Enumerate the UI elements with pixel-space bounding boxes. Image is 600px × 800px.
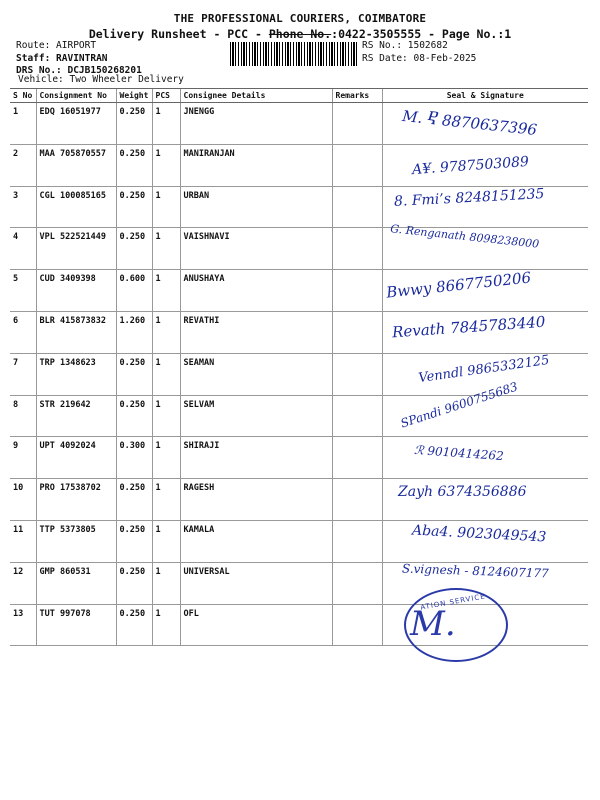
title-suffix: :0422-3505555 - Page No.:1 [331, 27, 512, 41]
runsheet-title [0, 27, 600, 41]
cell-weight: 0.250 [116, 395, 152, 437]
signature-3: 8. Fmi’s 8248151235 [393, 186, 545, 210]
signature-8: SPandi 9600755683 [398, 379, 520, 431]
cell-consignee: SHIRAJI [180, 437, 332, 479]
cell-consignee: UNIVERSAL [180, 562, 332, 604]
meta-right [362, 40, 476, 65]
cell-consignment: PRO 17538702 [36, 479, 116, 521]
cell-pcs: 1 [152, 395, 180, 437]
rs-date: RS Date: 08-Feb-2025 [362, 52, 477, 64]
cell-sno: 10 [10, 479, 36, 521]
cell-consignee: OFL [180, 604, 332, 646]
signature-6: Revath 7845783440 [391, 312, 546, 342]
route-label: Route: AIRPORT [16, 40, 97, 51]
cell-remarks [332, 437, 382, 479]
signature-1: M. Ⴒ 8870637396 [401, 106, 538, 140]
col-signature: Seal & Signature [382, 89, 588, 103]
cell-pcs: 1 [152, 270, 180, 312]
cell-pcs: 1 [152, 186, 180, 228]
cell-consignment: STR 219642 [36, 395, 116, 437]
col-consignment: Consignment No [36, 89, 116, 103]
rs-number: RS No.: 1502682 [362, 40, 448, 51]
cell-consignee: VAISHNAVI [180, 228, 332, 270]
table-header-row [10, 89, 588, 103]
signature-9: ℛ 9010414262 [413, 442, 505, 464]
cell-weight: 0.300 [116, 437, 152, 479]
cell-remarks [332, 562, 382, 604]
cell-sno: 6 [10, 311, 36, 353]
title-phone-struck: Phone No. [268, 27, 332, 41]
cell-remarks [332, 103, 382, 145]
signature-11: Aba4. 9023049543 [411, 522, 547, 546]
cell-consignee: ANUSHAYA [180, 270, 332, 312]
cell-sno: 7 [10, 353, 36, 395]
cell-remarks [332, 186, 382, 228]
cell-weight: 1.260 [116, 311, 152, 353]
cell-weight: 0.250 [116, 353, 152, 395]
cell-consignee: RAGESH [180, 479, 332, 521]
cell-consignment: EDQ 16051977 [36, 103, 116, 145]
barcode-image [230, 42, 358, 66]
cell-sno: 11 [10, 520, 36, 562]
cell-consignment: MAA 705870557 [36, 144, 116, 186]
cell-consignee: MANIRANJAN [180, 144, 332, 186]
cell-remarks [332, 353, 382, 395]
cell-weight: 0.250 [116, 479, 152, 521]
cell-consignment: UPT 4092024 [36, 437, 116, 479]
col-remarks: Remarks [332, 89, 382, 103]
cell-pcs: 1 [152, 479, 180, 521]
cell-consignee: SELVAM [180, 395, 332, 437]
cell-pcs: 1 [152, 437, 180, 479]
col-consignee: Consignee Details [180, 89, 332, 103]
signature-10: Zayh 6374356886 [398, 484, 527, 500]
col-weight: Weight [116, 89, 152, 103]
stamp-initials-mark: M. [410, 604, 456, 644]
cell-consignee: KAMALA [180, 520, 332, 562]
cell-weight: 0.250 [116, 228, 152, 270]
cell-pcs: 1 [152, 311, 180, 353]
cell-remarks [332, 604, 382, 646]
cell-remarks [332, 395, 382, 437]
cell-pcs: 1 [152, 520, 180, 562]
cell-sno: 12 [10, 562, 36, 604]
cell-consignee: SEAMAN [180, 353, 332, 395]
cell-weight: 0.250 [116, 144, 152, 186]
cell-weight: 0.250 [116, 186, 152, 228]
cell-consignment: GMP 860531 [36, 562, 116, 604]
cell-consignment: CUD 3409398 [36, 270, 116, 312]
seal-stamp [404, 588, 508, 662]
cell-pcs: 1 [152, 228, 180, 270]
cell-remarks [332, 144, 382, 186]
cell-weight: 0.250 [116, 520, 152, 562]
cell-pcs: 1 [152, 144, 180, 186]
cell-sno: 5 [10, 270, 36, 312]
cell-sno: 2 [10, 144, 36, 186]
cell-consignment: BLR 415873832 [36, 311, 116, 353]
title-prefix: Delivery Runsheet - PCC - [88, 27, 269, 41]
cell-consignment: TUT 997078 [36, 604, 116, 646]
cell-pcs: 1 [152, 562, 180, 604]
cell-sno: 13 [10, 604, 36, 646]
cell-consignment: VPL 522521449 [36, 228, 116, 270]
col-sno: S No [10, 89, 36, 103]
vehicle-label: Vehicle: Two Wheeler Delivery [18, 74, 184, 85]
cell-remarks [332, 228, 382, 270]
cell-consignment: TTP 5373805 [36, 520, 116, 562]
cell-sno: 3 [10, 186, 36, 228]
cell-sno: 1 [10, 103, 36, 145]
cell-remarks [332, 479, 382, 521]
col-pcs: PCS [152, 89, 180, 103]
cell-pcs: 1 [152, 353, 180, 395]
table-row [10, 395, 588, 437]
meta-left [16, 40, 142, 78]
cell-weight: 0.250 [116, 604, 152, 646]
cell-consignee: URBAN [180, 186, 332, 228]
cell-remarks [332, 520, 382, 562]
cell-sno: 9 [10, 437, 36, 479]
staff-label: Staff: RAVINTRAN [16, 52, 108, 64]
cell-remarks [332, 311, 382, 353]
document-header [0, 12, 600, 41]
cell-pcs: 1 [152, 604, 180, 646]
cell-weight: 0.250 [116, 103, 152, 145]
cell-weight: 0.250 [116, 562, 152, 604]
signature-7: Venndl 9865332125 [417, 352, 551, 387]
stamp-text: ATION SERVICE [419, 592, 487, 612]
cell-consignee: REVATHI [180, 311, 332, 353]
signature-2: A¥. 9787503089 [411, 153, 530, 179]
cell-consignee: JNENGG [180, 103, 332, 145]
cell-sno: 8 [10, 395, 36, 437]
cell-sno: 4 [10, 228, 36, 270]
drs-number: DRS No.: DCJB150268201 [16, 65, 142, 76]
cell-consignment: TRP 1348623 [36, 353, 116, 395]
signature-5: Bwwy 8667750206 [385, 268, 532, 302]
signature-4: G. Renganath 8098238000 [389, 222, 540, 251]
cell-weight: 0.600 [116, 270, 152, 312]
signature-12: S.vignesh - 8124607177 [401, 561, 549, 581]
cell-remarks [332, 270, 382, 312]
company-name: THE PROFESSIONAL COURIERS, COIMBATORE [173, 12, 427, 25]
cell-consignment: CGL 100085165 [36, 186, 116, 228]
cell-pcs: 1 [152, 103, 180, 145]
